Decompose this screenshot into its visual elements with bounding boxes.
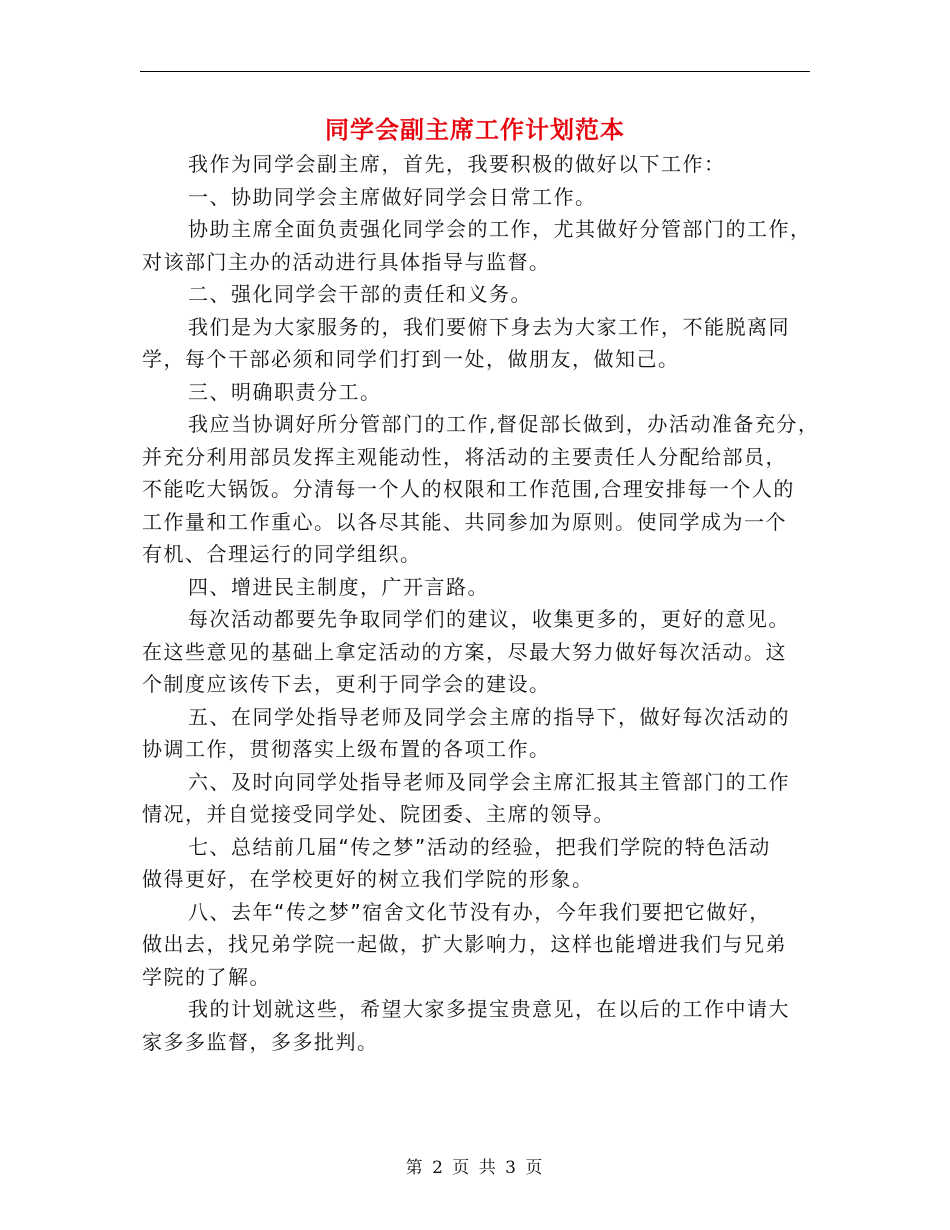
text-line: 工作量和工作重心。以各尽其能、共同参加为原则。使同学成为一个 [142,509,787,534]
text-line: 三、明确职责分工。 [188,379,382,404]
text-line: 八、去年“传之梦”宿舍文化节没有办，今年我们要把它做好， [188,899,771,924]
text-line: 并充分利用部员发挥主观能动性，将活动的主要责任人分配给部员， [142,444,787,469]
text-line: 我应当协调好所分管部门的工作,督促部长做到，办活动准备充分， [188,412,820,436]
text-line: 一、协助同学会主席做好同学会日常工作。 [188,184,597,209]
text-line: 七、总结前几届“传之梦”活动的经验，把我们学院的特色活动 [188,834,771,859]
text-line: 协调工作，贯彻落实上级布置的各项工作。 [142,737,551,761]
text-line: 二、强化同学会干部的责任和义务。 [188,282,532,306]
text-line: 六、及时向同学处指导老师及同学会主席汇报其主管部门的工作 [188,769,790,794]
document-title: 同学会副主席工作计划范本 [325,115,625,144]
text-line: 在这些意见的基础上拿定活动的方案，尽最大努力做好每次活动。这 [142,639,787,664]
text-line: 五、在同学处指导老师及同学会主席的指导下，做好每次活动的 [188,704,790,729]
text-line: 四、增进民主制度，广开言路。 [188,574,489,599]
text-line: 家多多监督，多多批判。 [142,1029,379,1054]
text-line: 情况，并自觉接受同学处、院团委、主席的领导。 [142,802,615,826]
text-line: 我作为同学会副主席，首先，我要积极的做好以下工作： [188,152,726,176]
text-line: 对该部门主办的活动进行具体指导与监督。 [142,249,551,274]
text-line: 我们是为大家服务的，我们要俯下身去为大家工作，不能脱离同 [188,314,790,339]
text-line: 我的计划就这些，希望大家多提宝贵意见，在以后的工作中请大 [188,997,790,1021]
page-number-footer: 第 2 页 共 3 页 [405,1158,545,1178]
text-line: 每次活动都要先争取同学们的建议，收集更多的，更好的意见。 [188,607,790,631]
text-line: 有机、合理运行的同学组织。 [142,542,422,566]
text-line: 学，每个干部必须和同学们打到一处，做朋友，做知己。 [142,347,680,371]
text-line: 不能吃大锅饭。分清每一个人的权限和工作范围,合理安排每一个人的 [142,477,795,501]
text-line: 做出去，找兄弟学院一起做，扩大影响力，这样也能增进我们与兄弟 [142,932,787,956]
document-body [142,148,818,1058]
header-rule [140,71,810,72]
text-line: 学院的了解。 [142,964,271,989]
text-line: 个制度应该传下去，更利于同学会的建设。 [142,672,551,696]
text-line: 协助主席全面负责强化同学会的工作，尤其做好分管部门的工作， [188,217,812,241]
text-line: 做得更好，在学校更好的树立我们学院的形象。 [142,867,594,891]
